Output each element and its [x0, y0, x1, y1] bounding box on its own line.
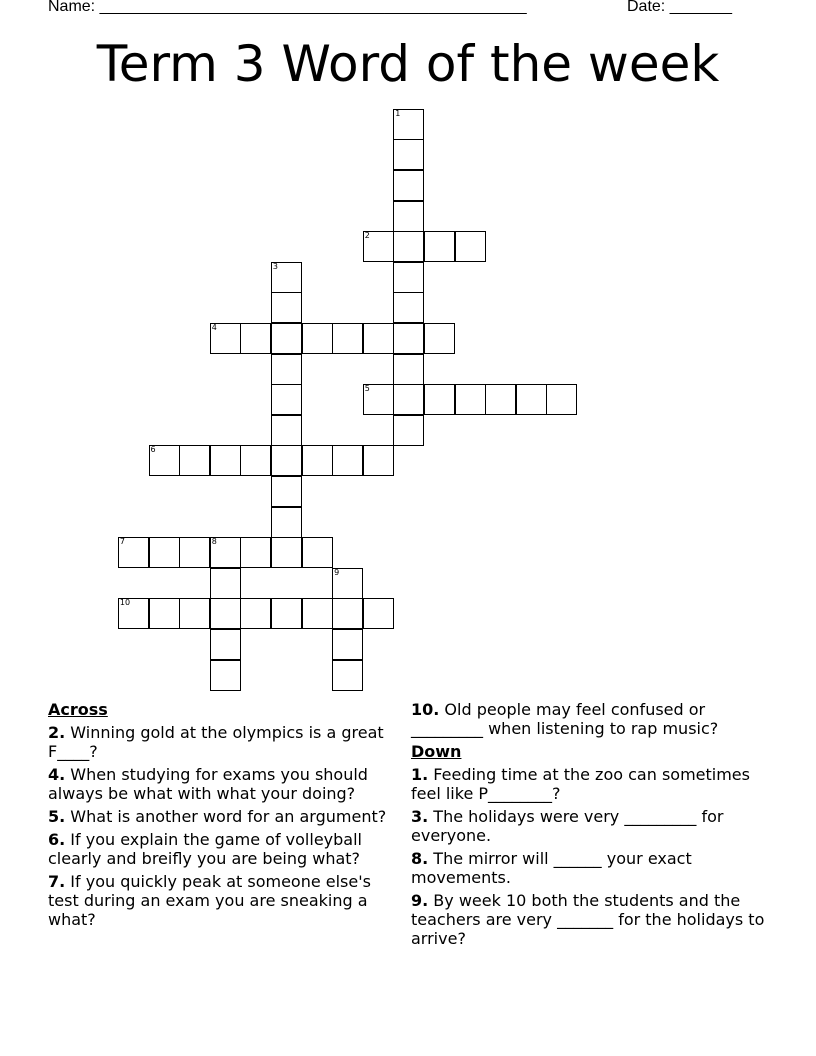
- grid-cell[interactable]: [302, 537, 333, 568]
- grid-cell[interactable]: [271, 445, 302, 476]
- clue-number: 9.: [411, 891, 429, 910]
- grid-cell[interactable]: [393, 231, 424, 262]
- grid-cell[interactable]: [240, 445, 271, 476]
- clue-number: 5.: [48, 807, 66, 826]
- grid-cell[interactable]: [332, 445, 363, 476]
- grid-cell[interactable]: [271, 384, 302, 415]
- clue-number: 8.: [411, 849, 429, 868]
- clue-number: 10.: [411, 700, 440, 719]
- grid-cell[interactable]: [393, 292, 424, 323]
- grid-cell[interactable]: [271, 537, 302, 568]
- grid-cell[interactable]: [271, 415, 302, 446]
- grid-cell[interactable]: [363, 384, 394, 415]
- grid-cell[interactable]: [240, 537, 271, 568]
- clue-text: Old people may feel confused or _________ when listening to rap music?: [411, 700, 719, 738]
- clues-right-column: [411, 700, 766, 952]
- grid-cell[interactable]: [393, 201, 424, 232]
- across-clue-6: [48, 830, 393, 868]
- grid-cell[interactable]: [210, 323, 241, 354]
- grid-cell[interactable]: [363, 231, 394, 262]
- grid-cell[interactable]: [393, 323, 424, 354]
- clue-number: 2.: [48, 723, 66, 742]
- down-clue-3: [411, 807, 766, 845]
- grid-cell[interactable]: [302, 323, 333, 354]
- grid-cell[interactable]: [455, 384, 486, 415]
- clue-text: Winning gold at the olympics is a great F____?: [48, 723, 384, 761]
- across-clue-5: [48, 807, 393, 826]
- name-field-label: Name: ________________________________________________: [48, 0, 527, 15]
- grid-cell[interactable]: [393, 262, 424, 293]
- cell-number: 1: [395, 108, 401, 118]
- clue-text: The holidays were very _________ for everyone.: [411, 807, 724, 845]
- grid-cell[interactable]: [302, 445, 333, 476]
- grid-cell[interactable]: [179, 598, 210, 629]
- clue-number: 1.: [411, 765, 429, 784]
- grid-cell[interactable]: [149, 598, 180, 629]
- grid-cell[interactable]: [210, 537, 241, 568]
- grid-cell[interactable]: [393, 354, 424, 385]
- grid-cell[interactable]: [424, 323, 455, 354]
- grid-cell[interactable]: [149, 537, 180, 568]
- grid-cell[interactable]: [271, 354, 302, 385]
- grid-cell[interactable]: [271, 292, 302, 323]
- grid-cell[interactable]: [240, 323, 271, 354]
- across-heading: Across: [48, 700, 108, 719]
- clue-text: If you explain the game of volleyball clearly and breifly you are being what?: [48, 830, 362, 868]
- grid-cell[interactable]: [210, 629, 241, 660]
- cell-number: 7: [119, 537, 125, 547]
- across-clue-10: [411, 700, 766, 738]
- clue-number: 6.: [48, 830, 66, 849]
- grid-cell[interactable]: [485, 384, 516, 415]
- grid-cell[interactable]: [271, 507, 302, 538]
- cell-number: 4: [211, 323, 217, 332]
- down-clue-8: [411, 849, 766, 887]
- cell-number: 2: [364, 231, 370, 241]
- grid-cell[interactable]: [240, 598, 271, 629]
- grid-cell[interactable]: [179, 537, 210, 568]
- clue-text: Feeding time at the zoo can sometimes feel like P________?: [411, 765, 750, 803]
- grid-cell[interactable]: [179, 445, 210, 476]
- grid-cell[interactable]: [332, 660, 363, 691]
- grid-cell[interactable]: [546, 384, 577, 415]
- across-clue-4: [48, 765, 393, 803]
- grid-cell[interactable]: [332, 629, 363, 660]
- down-heading: Down: [411, 742, 462, 761]
- clue-number: 3.: [411, 807, 429, 826]
- grid-cell[interactable]: [118, 598, 149, 629]
- grid-cell[interactable]: [271, 262, 302, 293]
- grid-cell[interactable]: [393, 109, 424, 140]
- grid-cell[interactable]: [363, 598, 394, 629]
- grid-cell[interactable]: [363, 445, 394, 476]
- clue-text: When studying for exams you should always be what with what your doing?: [48, 765, 368, 803]
- cell-number: 10: [119, 598, 131, 608]
- clue-text: If you quickly peak at someone else's test during an exam you are sneaking a what?: [48, 872, 371, 929]
- grid-cell[interactable]: [424, 384, 455, 415]
- grid-cell[interactable]: [210, 445, 241, 476]
- date-field-label: Date: _______: [627, 0, 732, 15]
- grid-cell[interactable]: [271, 476, 302, 507]
- grid-cell[interactable]: [393, 170, 424, 201]
- grid-cell[interactable]: [118, 537, 149, 568]
- grid-cell[interactable]: [424, 231, 455, 262]
- grid-cell[interactable]: [393, 139, 424, 170]
- grid-cell[interactable]: [149, 445, 180, 476]
- clue-number: 7.: [48, 872, 66, 891]
- clue-text: The mirror will ______ your exact movements.: [411, 849, 692, 887]
- grid-cell[interactable]: [516, 384, 547, 415]
- grid-cell[interactable]: [271, 598, 302, 629]
- grid-cell[interactable]: [210, 598, 241, 629]
- clue-text: By week 10 both the students and the teachers are very _______ for the holidays to arrive?: [411, 891, 765, 948]
- grid-cell[interactable]: [332, 323, 363, 354]
- cell-number: 5: [364, 384, 370, 394]
- grid-cell[interactable]: [271, 323, 302, 354]
- grid-cell[interactable]: [302, 598, 333, 629]
- across-clue-2: [48, 723, 393, 761]
- grid-cell[interactable]: [455, 231, 486, 262]
- clues-left-column: [48, 700, 393, 933]
- grid-cell[interactable]: [393, 384, 424, 415]
- page-title: Term 3 Word of the week: [96, 35, 720, 93]
- grid-cell[interactable]: [332, 568, 363, 599]
- down-clue-1: [411, 765, 766, 803]
- clue-text: What is another word for an argument?: [65, 807, 387, 826]
- cell-number: 8: [211, 537, 217, 547]
- clue-number: 4.: [48, 765, 66, 784]
- grid-cell[interactable]: [210, 568, 241, 599]
- grid-cell[interactable]: [393, 415, 424, 446]
- grid-cell[interactable]: [363, 323, 394, 354]
- grid-cell[interactable]: [332, 598, 363, 629]
- grid-cell[interactable]: [210, 660, 241, 691]
- cell-number: 3: [272, 261, 278, 271]
- across-clue-7: [48, 872, 393, 929]
- cell-number: 6: [150, 445, 156, 455]
- cell-number: 9: [334, 567, 340, 577]
- down-clue-9: [411, 891, 766, 948]
